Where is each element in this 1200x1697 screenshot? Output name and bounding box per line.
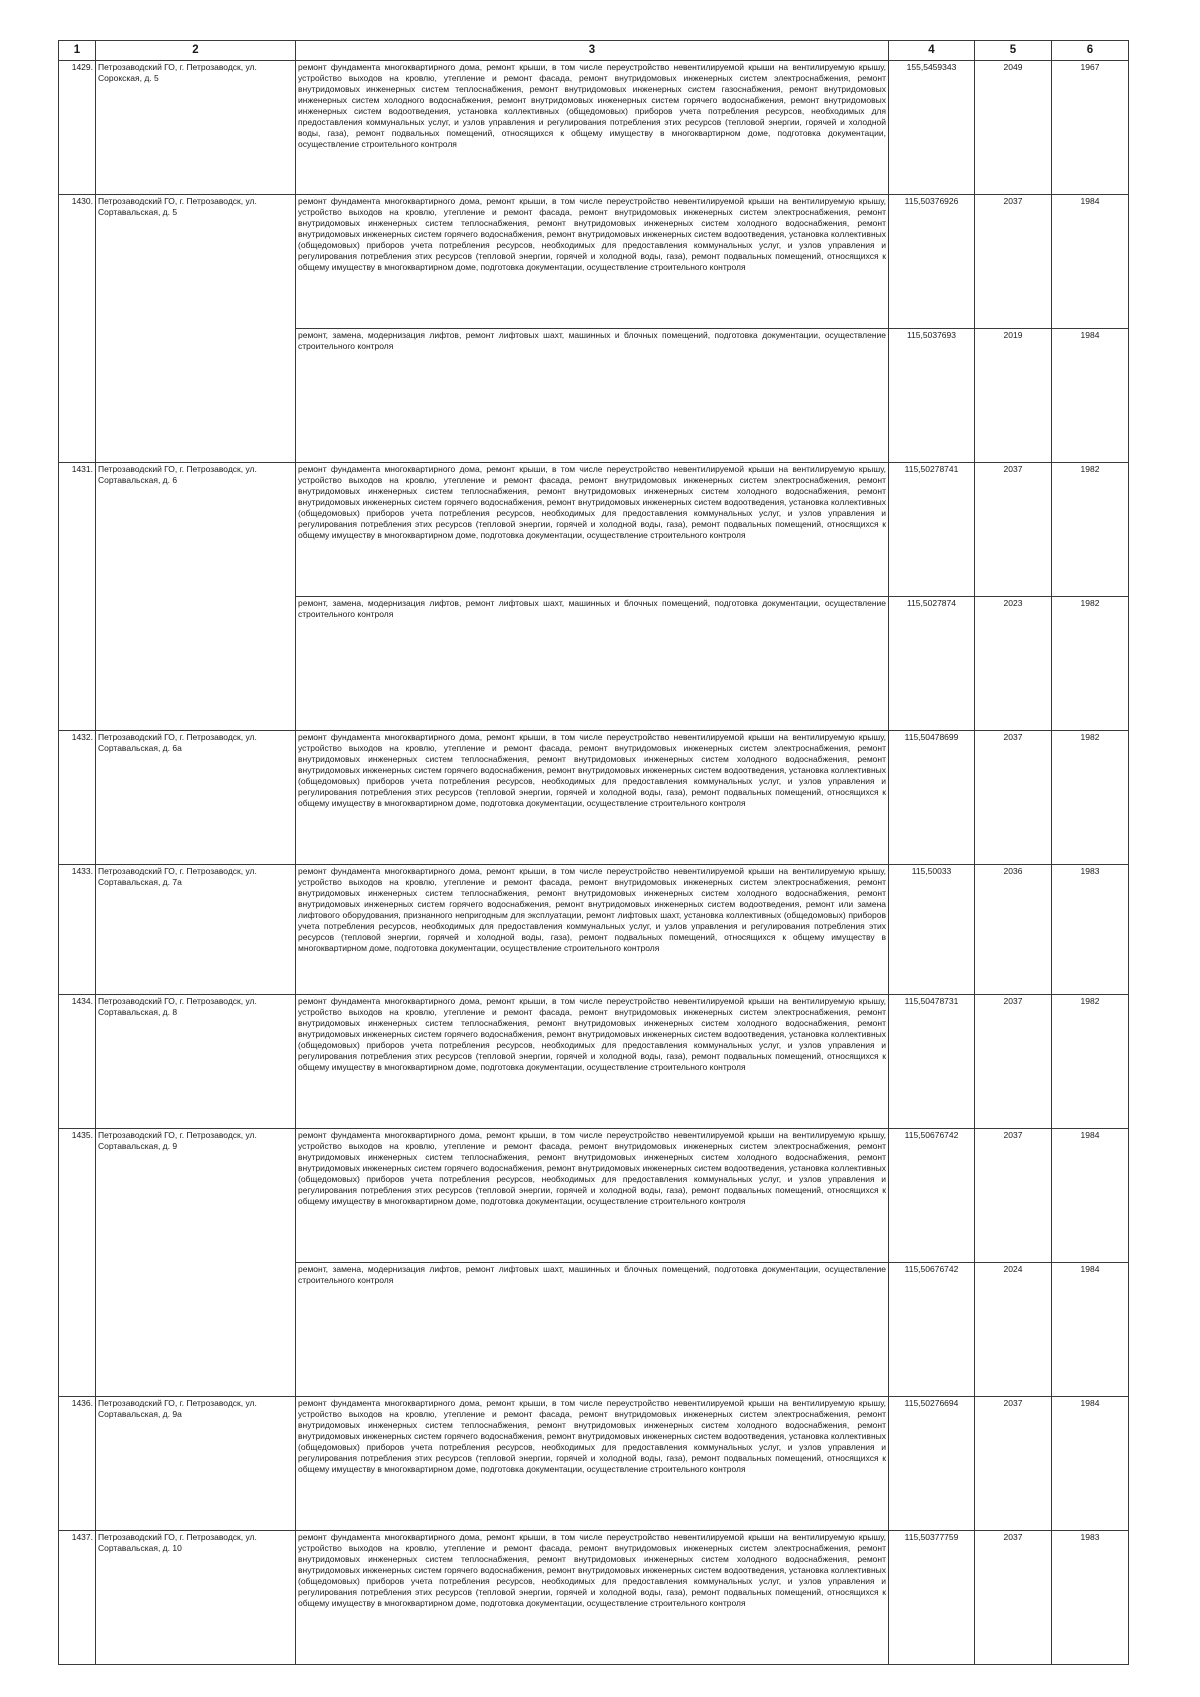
document-page [58,40,1128,1665]
cost-cell: 115,50478699 [889,731,975,865]
address-cell: Петрозаводский ГО, г. Петрозаводск, ул. Сортавальская, д. 7а [96,865,296,995]
build-year-cell: 1983 [1052,865,1129,995]
row-number-cell: 1436. [59,1397,96,1531]
table-row [59,463,1129,597]
planned-year-cell: 2037 [975,195,1052,329]
planned-year-cell: 2037 [975,1531,1052,1665]
address-cell: Петрозаводский ГО, г. Петрозаводск, ул. Сорокская, д. 5 [96,61,296,195]
address-cell: Петрозаводский ГО, г. Петрозаводск, ул. Сортавальская, д. 6 [96,463,296,731]
work-description-cell: ремонт фундамента многоквартирного дома, ремонт крыши, в том числе переустройство невентилируемой крыши на вентилируемую крышу, устройство выходов на кровлю, утепление и ремонт фасада, ремонт внутридомовых инженерных систем электроснабжения, ремонт внутридомовых инженерных систем теплоснабжения, ремонт внутридомовых инженерных систем холодного водоснабжения, ремонт внутридомовых инженерных систем горячего водоснабжения, ремонт внутридомовых инженерных систем водоотведения, установка коллективных (общедомовых) приборов учета потребления ресурсов, необходимых для предоставления коммунальных услуг, и узлов управления и регулирования потребления этих ресурсов (тепловой энергии, горячей и холодной воды, газа), ремонт подвальных помещений, относящихся к общему имуществу в многоквартирном доме, подготовка документации, осуществление строительного контроля [296,1397,889,1531]
address-cell: Петрозаводский ГО, г. Петрозаводск, ул. Сортавальская, д. 8 [96,995,296,1129]
planned-year-cell: 2037 [975,1397,1052,1531]
address-cell: Петрозаводский ГО, г. Петрозаводск, ул. Сортавальская, д. 6а [96,731,296,865]
row-number-cell: 1432. [59,731,96,865]
planned-year-cell: 2037 [975,463,1052,597]
table-row [59,1531,1129,1665]
table-row [59,995,1129,1129]
cost-cell: 115,50276694 [889,1397,975,1531]
build-year-cell: 1984 [1052,1397,1129,1531]
build-year-cell: 1984 [1052,195,1129,329]
table-row [59,731,1129,865]
address-cell: Петрозаводский ГО, г. Петрозаводск, ул. Сортавальская, д. 5 [96,195,296,463]
cost-cell: 115,50676742 [889,1263,975,1397]
column-header-2: 2 [96,41,296,61]
work-description-cell: ремонт фундамента многоквартирного дома, ремонт крыши, в том числе переустройство невентилируемой крыши на вентилируемую крышу, устройство выходов на кровлю, утепление и ремонт фасада, ремонт внутридомовых инженерных систем электроснабжения, ремонт внутридомовых инженерных систем теплоснабжения, ремонт внутридомовых инженерных систем холодного водоснабжения, ремонт внутридомовых инженерных систем горячего водоснабжения, ремонт внутридомовых инженерных систем водоотведения, ремонт или замена лифтового оборудования, признанного непригодным для эксплуатации, ремонт лифтовых шахт, установка коллективных (общедомовых) приборов учета потребления ресурсов, необходимых для предоставления коммунальных услуг, и узлов управления и регулирования потребления этих ресурсов (тепловой энергии, горячей и холодной воды, газа), ремонт подвальных помещений, относящихся к общему имуществу в многоквартирном доме, подготовка документации, осуществление строительного контроля [296,865,889,995]
build-year-cell: 1982 [1052,995,1129,1129]
column-header-4: 4 [889,41,975,61]
table-body [59,61,1129,1665]
work-description-cell: ремонт фундамента многоквартирного дома, ремонт крыши, в том числе переустройство невентилируемой крыши на вентилируемую крышу, устройство выходов на кровлю, утепление и ремонт фасада, ремонт внутридомовых инженерных систем электроснабжения, ремонт внутридомовых инженерных систем теплоснабжения, ремонт внутридомовых инженерных систем холодного водоснабжения, ремонт внутридомовых инженерных систем горячего водоснабжения, ремонт внутридомовых инженерных систем водоотведения, установка коллективных (общедомовых) приборов учета потребления ресурсов, необходимых для предоставления коммунальных услуг, и узлов управления и регулирования потребления этих ресурсов (тепловой энергии, горячей и холодной воды, газа), ремонт подвальных помещений, относящихся к общему имуществу в многоквартирном доме, подготовка документации, осуществление строительного контроля [296,1531,889,1665]
planned-year-cell: 2037 [975,1129,1052,1263]
work-description-cell: ремонт, замена, модернизация лифтов, ремонт лифтовых шахт, машинных и блочных помещений, подготовка документации, осуществление строительного контроля [296,329,889,463]
build-year-cell: 1984 [1052,1263,1129,1397]
address-cell: Петрозаводский ГО, г. Петрозаводск, ул. Сортавальская, д. 10 [96,1531,296,1665]
row-number-cell: 1429. [59,61,96,195]
work-description-cell: ремонт фундамента многоквартирного дома, ремонт крыши, в том числе переустройство невентилируемой крыши на вентилируемую крышу, устройство выходов на кровлю, утепление и ремонт фасада, ремонт внутридомовых инженерных систем электроснабжения, ремонт внутридомовых инженерных систем теплоснабжения, ремонт внутридомовых инженерных систем холодного водоснабжения, ремонт внутридомовых инженерных систем горячего водоснабжения, ремонт внутридомовых инженерных систем водоотведения, установка коллективных (общедомовых) приборов учета потребления ресурсов, необходимых для предоставления коммунальных услуг, и узлов управления и регулирования потребления этих ресурсов (тепловой энергии, горячей и холодной воды, газа), ремонт подвальных помещений, относящихся к общему имуществу в многоквартирном доме, подготовка документации, осуществление строительного контроля [296,995,889,1129]
row-number-cell: 1437. [59,1531,96,1665]
address-cell: Петрозаводский ГО, г. Петрозаводск, ул. Сортавальская, д. 9а [96,1397,296,1531]
row-number-cell: 1433. [59,865,96,995]
column-header-3: 3 [296,41,889,61]
cost-cell: 115,50376926 [889,195,975,329]
cost-cell: 115,50478731 [889,995,975,1129]
planned-year-cell: 2036 [975,865,1052,995]
build-year-cell: 1983 [1052,1531,1129,1665]
header-row [59,41,1129,61]
cost-cell: 115,50676742 [889,1129,975,1263]
row-number-cell: 1434. [59,995,96,1129]
table-row [59,1397,1129,1531]
column-header-1: 1 [59,41,96,61]
row-number-cell: 1435. [59,1129,96,1397]
work-description-cell: ремонт фундамента многоквартирного дома, ремонт крыши, в том числе переустройство невентилируемой крыши на вентилируемую крышу, устройство выходов на кровлю, утепление и ремонт фасада, ремонт внутридомовых инженерных систем электроснабжения, ремонт внутридомовых инженерных систем теплоснабжения, ремонт внутридомовых инженерных систем холодного водоснабжения, ремонт внутридомовых инженерных систем горячего водоснабжения, ремонт внутридомовых инженерных систем водоотведения, установка коллективных (общедомовых) приборов учета потребления ресурсов, необходимых для предоставления коммунальных услуг, и узлов управления и регулирования потребления этих ресурсов (тепловой энергии, горячей и холодной воды, газа), ремонт подвальных помещений, относящихся к общему имуществу в многоквартирном доме, подготовка документации, осуществление строительного контроля [296,463,889,597]
work-description-cell: ремонт фундамента многоквартирного дома, ремонт крыши, в том числе переустройство невентилируемой крыши на вентилируемую крышу, устройство выходов на кровлю, утепление и ремонт фасада, ремонт внутридомовых инженерных систем электроснабжения, ремонт внутридомовых инженерных систем теплоснабжения, ремонт внутридомовых инженерных систем холодного водоснабжения, ремонт внутридомовых инженерных систем горячего водоснабжения, ремонт внутридомовых инженерных систем водоотведения, установка коллективных (общедомовых) приборов учета потребления ресурсов, необходимых для предоставления коммунальных услуг, и узлов управления и регулирования потребления этих ресурсов (тепловой энергии, горячей и холодной воды, газа), ремонт подвальных помещений, относящихся к общему имуществу в многоквартирном доме, подготовка документации, осуществление строительного контроля [296,195,889,329]
planned-year-cell: 2049 [975,61,1052,195]
build-year-cell: 1982 [1052,597,1129,731]
cost-cell: 115,5027874 [889,597,975,731]
work-description-cell: ремонт фундамента многоквартирного дома, ремонт крыши, в том числе переустройство невентилируемой крыши на вентилируемую крышу, устройство выходов на кровлю, утепление и ремонт фасада, ремонт внутридомовых инженерных систем электроснабжения, ремонт внутридомовых инженерных систем теплоснабжения, ремонт внутридомовых инженерных систем холодного водоснабжения, ремонт внутридомовых инженерных систем горячего водоснабжения, ремонт внутридомовых инженерных систем водоотведения, установка коллективных (общедомовых) приборов учета потребления ресурсов, необходимых для предоставления коммунальных услуг, и узлов управления и регулирования потребления этих ресурсов (тепловой энергии, горячей и холодной воды, газа), ремонт подвальных помещений, относящихся к общему имуществу в многоквартирном доме, подготовка документации, осуществление строительного контроля [296,1129,889,1263]
row-number-cell: 1430. [59,195,96,463]
work-description-cell: ремонт, замена, модернизация лифтов, ремонт лифтовых шахт, машинных и блочных помещений, подготовка документации, осуществление строительного контроля [296,597,889,731]
row-number-cell: 1431. [59,463,96,731]
column-header-5: 5 [975,41,1052,61]
planned-year-cell: 2023 [975,597,1052,731]
repair-program-table [58,40,1129,1665]
cost-cell: 115,50377759 [889,1531,975,1665]
address-cell: Петрозаводский ГО, г. Петрозаводск, ул. Сортавальская, д. 9 [96,1129,296,1397]
work-description-cell: ремонт, замена, модернизация лифтов, ремонт лифтовых шахт, машинных и блочных помещений, подготовка документации, осуществление строительного контроля [296,1263,889,1397]
column-header-6: 6 [1052,41,1129,61]
cost-cell: 155,5459343 [889,61,975,195]
planned-year-cell: 2019 [975,329,1052,463]
build-year-cell: 1967 [1052,61,1129,195]
planned-year-cell: 2037 [975,731,1052,865]
work-description-cell: ремонт фундамента многоквартирного дома, ремонт крыши, в том числе переустройство невентилируемой крыши на вентилируемую крышу, устройство выходов на кровлю, утепление и ремонт фасада, ремонт внутридомовых инженерных систем электроснабжения, ремонт внутридомовых инженерных систем теплоснабжения, ремонт внутридомовых инженерных систем холодного водоснабжения, ремонт внутридомовых инженерных систем горячего водоснабжения, ремонт внутридомовых инженерных систем водоотведения, установка коллективных (общедомовых) приборов учета потребления ресурсов, необходимых для предоставления коммунальных услуг, и узлов управления и регулирования потребления этих ресурсов (тепловой энергии, горячей и холодной воды, газа), ремонт подвальных помещений, относящихся к общему имуществу в многоквартирном доме, подготовка документации, осуществление строительного контроля [296,731,889,865]
cost-cell: 115,50033 [889,865,975,995]
table-row [59,61,1129,195]
planned-year-cell: 2037 [975,995,1052,1129]
build-year-cell: 1984 [1052,1129,1129,1263]
build-year-cell: 1982 [1052,463,1129,597]
planned-year-cell: 2024 [975,1263,1052,1397]
cost-cell: 115,5037693 [889,329,975,463]
build-year-cell: 1982 [1052,731,1129,865]
table-row [59,195,1129,329]
work-description-cell: ремонт фундамента многоквартирного дома, ремонт крыши, в том числе переустройство невентилируемой крыши на вентилируемую крышу, устройство выходов на кровлю, утепление и ремонт фасада, ремонт внутридомовых инженерных систем электроснабжения, ремонт внутридомовых инженерных систем теплоснабжения, ремонт внутридомовых инженерных систем газоснабжения, ремонт внутридомовых инженерных систем холодного водоснабжения, ремонт внутридомовых инженерных систем горячего водоснабжения, ремонт внутридомовых инженерных систем водоотведения, установка коллективных (общедомовых) приборов учета потребления ресурсов, необходимых для предоставления коммунальных услуг, и узлов управления и регулирования потребления этих ресурсов (тепловой энергии, горячей и холодной воды, газа), ремонт подвальных помещений, относящихся к общему имуществу в многоквартирном доме, подготовка документации, осуществление строительного контроля [296,61,889,195]
build-year-cell: 1984 [1052,329,1129,463]
cost-cell: 115,50278741 [889,463,975,597]
table-row [59,1129,1129,1263]
table-row [59,865,1129,995]
